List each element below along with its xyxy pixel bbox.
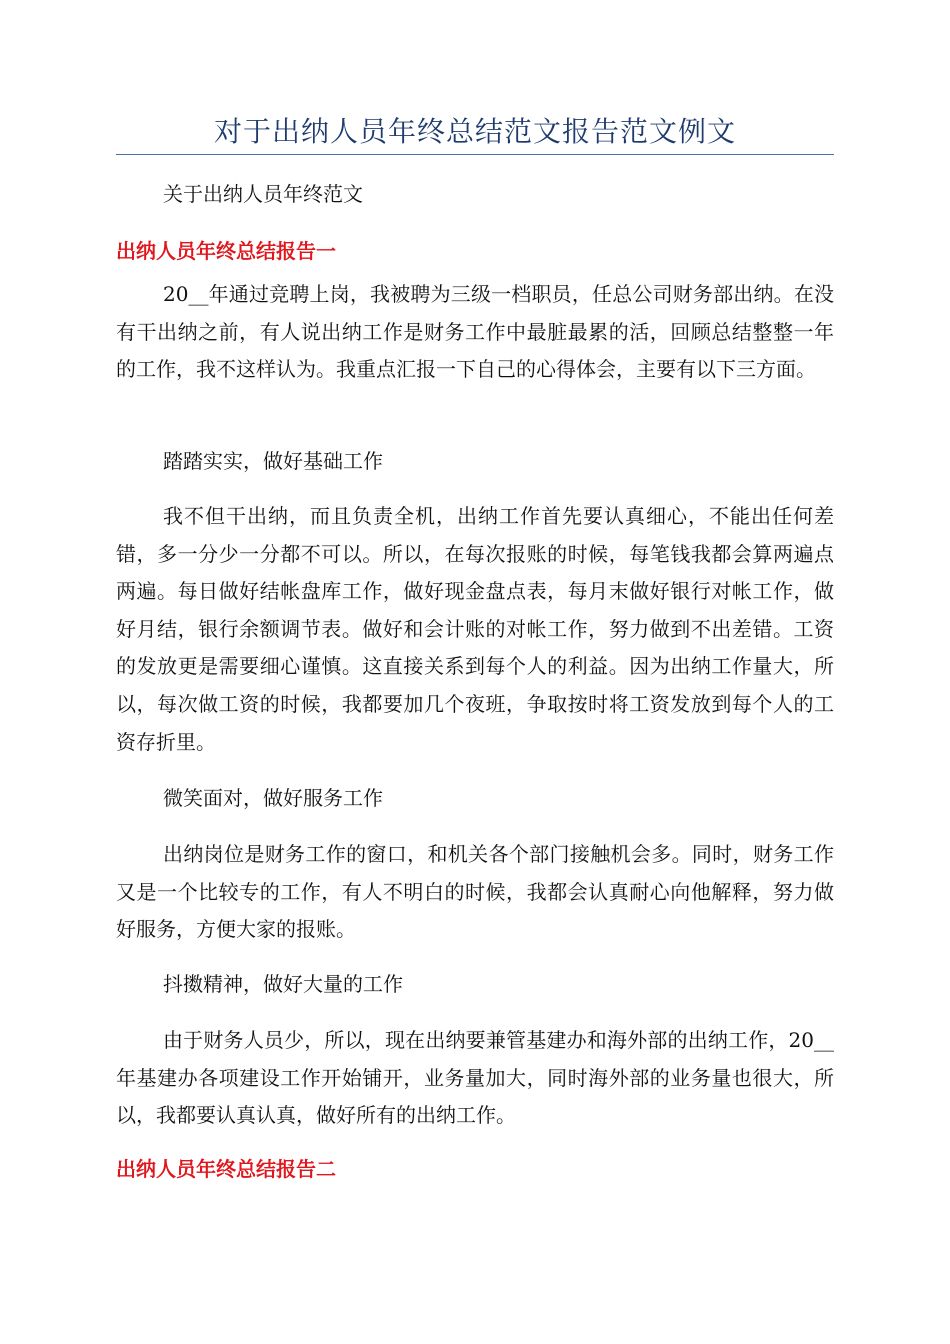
- subheading-2: 微笑面对，做好服务工作: [163, 786, 383, 810]
- paragraph-3: 出纳岗位是财务工作的窗口，和机关各个部门接触机会多。同时，财务工作又是一个比较专的工作，有人不明白的时候，我都会认真耐心向他解释，努力做好服务，方便大家的报账。: [116, 842, 834, 942]
- subheading-1: 踏踏实实，做好基础工作: [163, 449, 383, 473]
- paragraph-2: 我不但干出纳，而且负责全机，出纳工作首先要认真细心，不能出任何差错，多一分少一分都不可以。所以，在每次报账的时候，每笔钱我都会算两遍点两遍。每日做好结帐盘库工作，做好现金盘点表，每月末做好银行对帐工作，做好月结，银行余额调节表。做好和会计账的对帐工作，努力做到不出差错。工资的发放更是需要细心谨慎。这直接关系到每个人的利益。因为出纳工作量大，所以，每次做工资的时候，我都要加几个夜班，争取按时将工资发放到每个人的工资存折里。: [116, 504, 834, 754]
- intro-paragraph: 关于出纳人员年终范文: [163, 182, 363, 206]
- title-underline: [116, 154, 834, 155]
- paragraph-4: 由于财务人员少，所以，现在出纳要兼管基建办和海外部的出纳工作，20__年基建办各项建设工作开始铺开，业务量加大，同时海外部的业务量也很大，所以，我都要认真认真，做好所有的出纳工作。: [116, 1028, 834, 1128]
- section-heading-1: 出纳人员年终总结报告一: [116, 239, 336, 263]
- subheading-3: 抖擞精神，做好大量的工作: [163, 972, 403, 996]
- paragraph-1: 20__年通过竞聘上岗，我被聘为三级一档职员，任总公司财务部出纳。在没有干出纳之前，有人说出纳工作是财务工作中最脏最累的活，回顾总结整整一年的工作，我不这样认为。我重点汇报一下自己的心得体会，主要有以下三方面。: [116, 282, 834, 382]
- section-heading-2: 出纳人员年终总结报告二: [116, 1157, 336, 1181]
- document-title: 对于出纳人员年终总结范文报告范文例文: [213, 115, 736, 148]
